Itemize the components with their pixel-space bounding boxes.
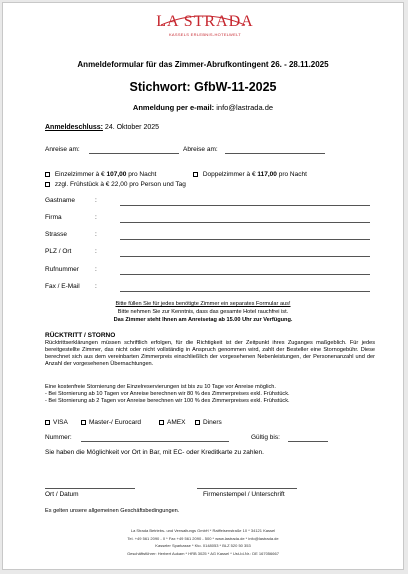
valid-until-label: Gültig bis: <box>251 434 280 441</box>
notice-separate-form: Bitte füllen Sie für jedes benötigte Zimmer ein separates Formular aus! <box>115 301 291 307</box>
form-page: LA STRADA KASSELS ERLEBNIS-HOTELWELT Anmeldeformular für das Zimmer-Abrufkontingent 26. - 28.11.2025 Stichwort: GfbW-11-2025 Anmeldung per e-mail: info@lastrada.de Anmeldeschluss: 24. Oktober 2025 Anreise am: Abreise am: Einzelzimmer à € 107,00 pro Nacht Doppelzimmer à € 117,00 pro Nacht zzgl. Frühstück à € 22,00 pro Person und Tag Gastname : Firma : Strasse : PLZ / Ort : Rufnummer : Fax / E-Mail : Bitte füllen Sie für jedes benötigte Zimmer ein separates Formular aus! Bitte nehmen Sie zur Kenntnis, dass das gesamte Hotel rauchfrei ist. Das Zimmer steht Ihnen am Anreisetag ab 15.00 Uhr zur Verfügung. RÜCKTRITT / STORNO Rücktrittserklärungen müssen schriftlich erfolgen, für die Richtigkeit ist der Zeitpunkt ihres Zuganges maßgeblich. Für jedes bereitgestellte Zimmer, das nicht oder nicht vollständig in Anspruch genommen wird, zahlt der Besteller eine Stornogebühr. Diese berechnet sich aus dem vereinbarten Zimmerpreis einschließlich der vorgesehenen Nebenleistungen, der Personenanzahl und der Anzahl der vorgesehenen Übernachtungen. Eine kostenfreie Stornierung der Einzelreservierungen ist bis zu 10 Tage vor Anreise möglich. - Bei Stornierung ab 10 Tagen vor Anreise berechnen wir 80 % des Zimmerpreises exkl. Frühstück. - Bei Stornierung ab 2 Tagen vor Anreise berechnen wir 100 % des Zimmerpreises exkl. Frühstück. VISA Master-/ Eurocard AMEX Diners Nummer: Gültig bis: Sie haben die Möglichkeit vor Ort in Bar, mit EC- oder Kreditkarte zu zahlen. Ort / Datum Firmenstempel / Unterschrift Es gelten unsere allgemeinen Geschäftsbedingungen. La Strada Betriebs- und Verwaltungs GmbH * Raiffeisenstraße 10 * 34121 Kassel Tel. +49 561 2090 - 0 * Fax +49 561 2090 - 500 * www.lastrada.de * info@lastrada.de Kasseler Sparkasse * Kto. 0148053 * BLZ 520 50 353 Geschäftsführer: Herbert Aukam * HRB 3025 * AG Kassel * Ust-Id-Nr.: DE 167056667 <box>2 2 404 570</box>
form-title: Anmeldeformular für das Zimmer-Abrufkontingent 26. - 28.11.2025 <box>77 60 329 69</box>
email-line <box>3 103 403 112</box>
field-label-fax-email: Fax / E-Mail <box>45 283 80 290</box>
field-label-firma: Firma <box>45 214 62 221</box>
card-number-field[interactable] <box>81 441 229 442</box>
notice-smoke-free: Bitte nehmen Sie zur Kenntnis, dass das gesamte Hotel rauchfrei ist. <box>117 309 289 315</box>
footer <box>3 527 403 557</box>
storno-2-days: - Bei Stornierung ab 2 Tagen vor Anreise berechnen wir 100 % des Zimmerpreises exkl. Frühstück. <box>45 398 290 404</box>
stichwort: Stichwort: GfbW-11-2025 <box>129 80 277 94</box>
breakfast-option[interactable]: zzgl. Frühstück à € 22,00 pro Person und Tag <box>45 181 186 188</box>
strasse-field[interactable] <box>120 239 370 240</box>
payment-diners[interactable]: Diners <box>195 419 222 426</box>
departure-field[interactable] <box>225 153 325 154</box>
master-checkbox[interactable] <box>81 420 86 425</box>
visa-checkbox[interactable] <box>45 420 50 425</box>
place-date-label: Ort / Datum <box>45 491 79 498</box>
arrival-field[interactable] <box>89 153 179 154</box>
single-room-checkbox[interactable] <box>45 172 50 177</box>
terms-note: Es gelten unsere allgemeinen Geschäftsbedingungen. <box>45 508 180 514</box>
place-date-field[interactable] <box>45 488 135 489</box>
payment-note: Sie haben die Möglichkeit vor Ort in Bar, mit EC- oder Kreditkarte zu zahlen. <box>45 449 264 456</box>
payment-master[interactable]: Master-/ Eurocard <box>81 419 141 426</box>
email-value[interactable]: info@lastrada.de <box>216 103 274 112</box>
field-label-rufnummer: Rufnummer <box>45 266 79 273</box>
footer-company: La Strada Betriebs- und Verwaltungs GmbH * Raiffeisenstraße 10 * 34121 Kassel <box>130 528 276 533</box>
logo-tagline: KASSELS ERLEBNIS-HOTELWELT <box>168 32 242 37</box>
deadline <box>45 124 159 131</box>
double-room-option[interactable]: Doppelzimmer à € 117,00 pro Nacht <box>193 171 307 178</box>
footer-contact: Tel. +49 561 2090 - 0 * Fax +49 561 2090 - 500 * www.lastrada.de * info@lastrada.de <box>127 535 279 541</box>
gastname-field[interactable] <box>120 205 370 206</box>
plz-ort-field[interactable] <box>120 256 370 257</box>
payment-amex[interactable]: AMEX <box>159 419 185 426</box>
field-label-strasse: Strasse <box>45 231 68 238</box>
firma-field[interactable] <box>120 222 370 223</box>
arrival-label: Anreise am: <box>45 146 80 153</box>
single-room-option[interactable]: Einzelzimmer à € 107,00 pro Nacht <box>45 171 156 178</box>
field-label-gastname: Gastname <box>45 197 75 204</box>
payment-visa[interactable]: VISA <box>45 419 68 426</box>
storno-10-days: - Bei Stornierung ab 10 Tagen vor Anreise berechnen wir 80 % des Zimmerpreises exkl. Frühstück. <box>45 391 290 397</box>
rufnummer-field[interactable] <box>120 274 370 275</box>
notice-check-in: Das Zimmer steht Ihnen am Anreisetag ab 15.00 Uhr zur Verfügung. <box>113 317 293 323</box>
deadline-value: 24. Oktober 2025 <box>104 124 160 131</box>
double-room-checkbox[interactable] <box>193 172 198 177</box>
signature-label: Firmenstempel / Unterschrift <box>203 491 285 498</box>
deadline-label: Anmeldeschluss: <box>45 124 103 131</box>
breakfast-checkbox[interactable] <box>45 182 50 187</box>
fax-email-field[interactable] <box>120 291 370 292</box>
footer-registry: Geschäftsführer: Herbert Aukam * HRB 3025 * AG Kassel * Ust-Id-Nr.: DE 167056667 <box>127 550 279 556</box>
email-label: Anmeldung per e-mail: <box>132 103 215 112</box>
valid-until-field[interactable] <box>288 441 328 442</box>
amex-checkbox[interactable] <box>159 420 164 425</box>
diners-checkbox[interactable] <box>195 420 200 425</box>
logo-text: LA STRADA <box>156 13 254 30</box>
storno-paragraph: Rücktrittserklärungen müssen schriftlich erfolgen, für die Richtigkeit ist der Zeitpunkt ihres Zuganges maßgeblich. Für jedes bereitgestellte Zimmer, das nicht oder nicht vollständig in Anspruch genommen wird, zahlt der Besteller eine Stornogebühr. Diese berechnet sich aus dem vereinbarten Zimmerpreis einschließlich der vorgesehenen Nebenleistungen, der Personenanzahl und der Anzahl der vorgesehenen Übernachtungen. <box>45 340 375 368</box>
storno-heading: RÜCKTRITT / STORNO <box>45 332 116 339</box>
footer-bank: Kasseler Sparkasse * Kto. 0148053 * BLZ 520 50 353 <box>155 543 251 548</box>
field-label-plz-ort: PLZ / Ort <box>45 248 72 255</box>
signature-field[interactable] <box>197 488 297 489</box>
card-number-label: Nummer: <box>45 434 72 441</box>
departure-label: Abreise am: <box>183 146 218 153</box>
storno-free: Eine kostenfreie Stornierung der Einzelreservierungen ist bis zu 10 Tage vor Anreise möglich. <box>45 384 276 390</box>
